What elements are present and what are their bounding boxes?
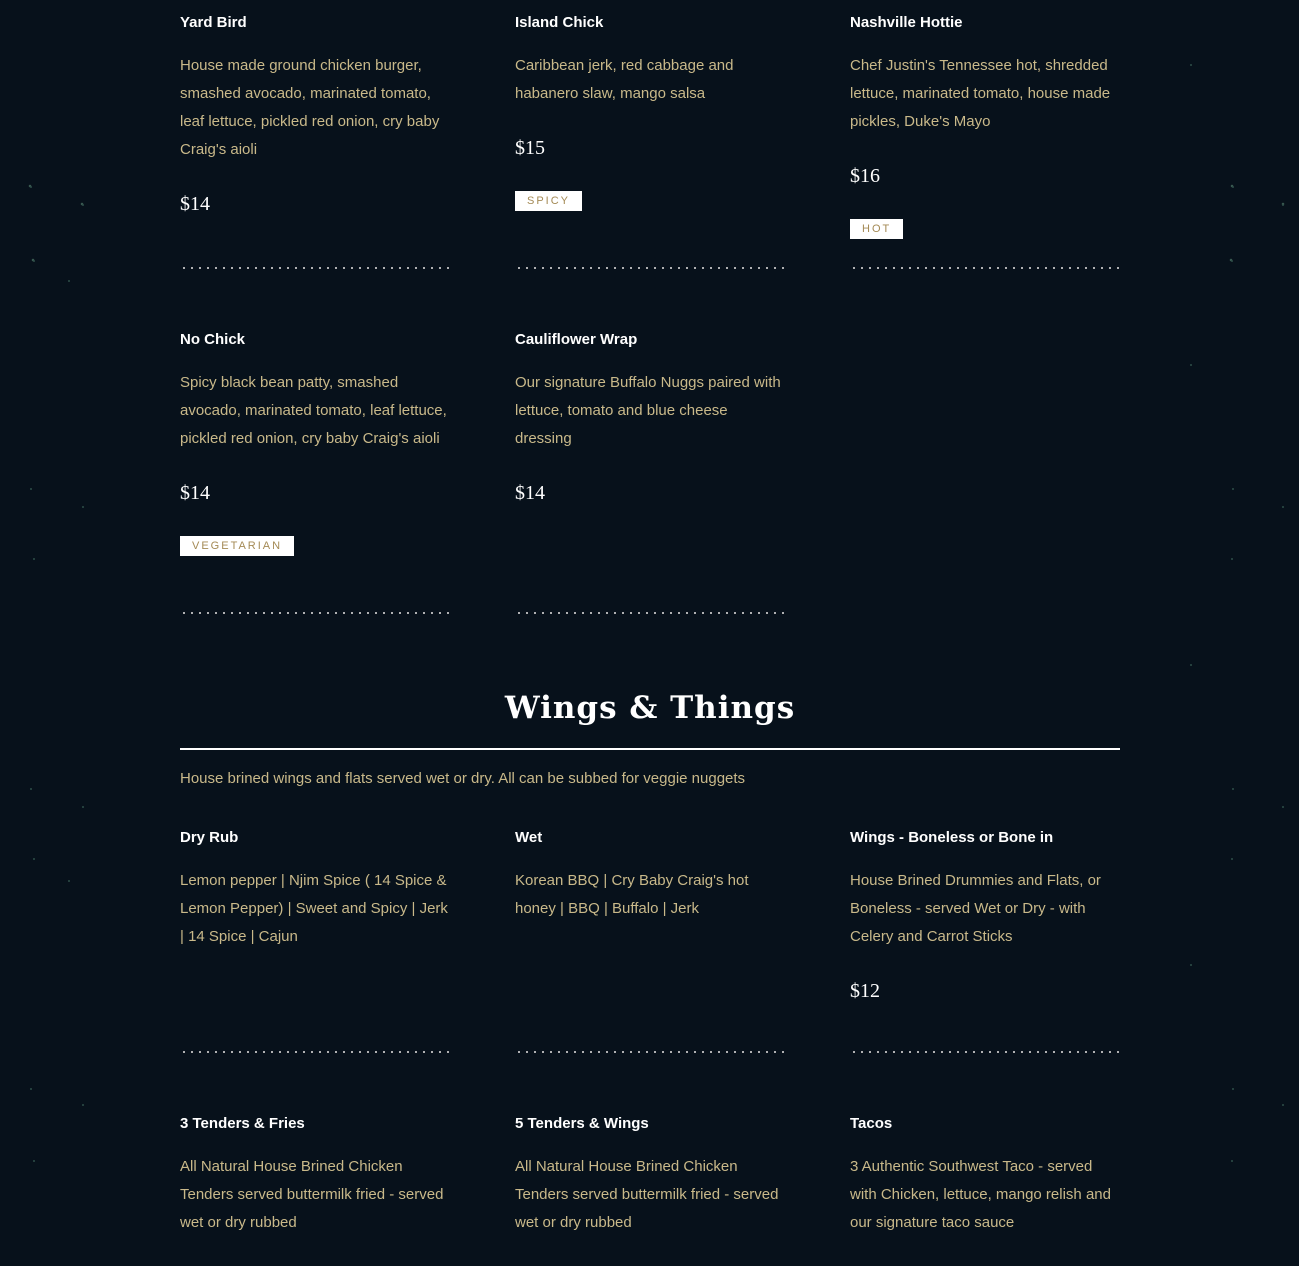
background-speck: [1232, 488, 1234, 490]
background-speck: [1232, 186, 1234, 188]
background-speck: [1282, 506, 1284, 508]
dotted-divider: [180, 266, 450, 270]
hot-badge: HOT: [850, 219, 903, 239]
item-name: Nashville Hottie: [850, 14, 963, 31]
background-speck: [1232, 788, 1234, 790]
menu-item-yard-bird: [180, 13, 450, 239]
background-speck: [1231, 260, 1233, 262]
background-speck: [1282, 1104, 1284, 1106]
item-name: No Chick: [180, 331, 246, 348]
item-description: All Natural House Brined Chicken Tenders served buttermilk fried - served wet or dry rubbed: [515, 1158, 779, 1231]
item-description: Korean BBQ | Cry Baby Craig's hot honey | BBQ | Buffalo | Jerk: [515, 872, 749, 917]
dotted-divider: [515, 611, 785, 615]
background-speck: [1190, 64, 1192, 66]
dotted-divider: [850, 1050, 1120, 1054]
menu-item-island-chick: [515, 13, 785, 239]
background-speck: [82, 1104, 84, 1106]
item-name: 5 Tenders & Wings: [515, 1115, 649, 1132]
menu-row: [180, 1114, 1120, 1237]
item-description: 3 Authentic Southwest Taco - served with Chicken, lettuce, mango relish and our signature taco sauce: [850, 1158, 1111, 1231]
background-speck: [33, 558, 35, 560]
item-name: Island Chick: [515, 14, 604, 31]
background-speck: [1231, 858, 1233, 860]
background-speck: [30, 488, 32, 490]
menu-item-5-tenders-wings: [515, 1114, 785, 1237]
background-speck: [33, 858, 35, 860]
item-price: $14: [515, 482, 545, 504]
background-speck: [33, 260, 35, 262]
item-price: $14: [180, 482, 210, 504]
menu-row: [180, 330, 1120, 556]
spicy-badge: SPICY: [515, 191, 582, 211]
item-name: Dry Rub: [180, 829, 239, 846]
section-divider: [180, 748, 1120, 750]
background-speck: [82, 806, 84, 808]
background-speck: [68, 280, 70, 282]
background-speck: [1190, 964, 1192, 966]
dotted-divider: [180, 611, 450, 615]
menu-item-wings: [850, 828, 1120, 1003]
dotted-divider: [180, 1050, 450, 1054]
background-speck: [30, 788, 32, 790]
background-speck: [1190, 664, 1192, 666]
background-speck: [30, 186, 32, 188]
dotted-divider: [850, 266, 1120, 270]
menu-row: [180, 828, 1120, 1003]
item-price: $16: [850, 165, 880, 187]
item-name: Wings - Boneless or Bone in: [850, 829, 1054, 846]
item-description: Caribbean jerk, red cabbage and habanero slaw, mango salsa: [515, 57, 734, 102]
item-description: Our signature Buffalo Nuggs paired with lettuce, tomato and blue cheese dressing: [515, 374, 781, 447]
background-speck: [1282, 806, 1284, 808]
item-name: Tacos: [850, 1115, 893, 1132]
item-description: All Natural House Brined Chicken Tenders served buttermilk fried - served wet or dry rubbed: [180, 1158, 444, 1231]
menu-item-dry-rub: [180, 828, 450, 1003]
background-speck: [82, 204, 84, 206]
item-name: Yard Bird: [180, 14, 247, 31]
section-description: House brined wings and flats served wet or dry. All can be subbed for veggie nuggets: [180, 770, 746, 787]
menu-item-nashville-hottie: [850, 13, 1120, 239]
item-description: Lemon pepper | Njim Spice ( 14 Spice & Lemon Pepper) | Sweet and Spicy | Jerk | 14 Spice | Cajun: [180, 872, 448, 945]
dotted-divider: [515, 266, 785, 270]
background-speck: [82, 506, 84, 508]
item-price: $15: [515, 137, 545, 159]
item-description: Chef Justin's Tennessee hot, shredded lettuce, marinated tomato, house made pickles, Duke's Mayo: [850, 57, 1111, 130]
menu-item-wet: [515, 828, 785, 1003]
menu-item-cauliflower-wrap: [515, 330, 785, 556]
background-speck: [1232, 1088, 1234, 1090]
section-title: Wings & Things: [504, 690, 796, 726]
background-speck: [1231, 1160, 1233, 1162]
menu-item-tacos: [850, 1114, 1120, 1237]
background-speck: [1231, 558, 1233, 560]
item-description: House Brined Drummies and Flats, or Boneless - served Wet or Dry - with Celery and Carrot Sticks: [850, 872, 1101, 945]
background-speck: [33, 1160, 35, 1162]
vegetarian-badge: VEGETARIAN: [180, 536, 294, 556]
item-description: Spicy black bean patty, smashed avocado, marinated tomato, leaf lettuce, pickled red onion, cry baby Craig's aioli: [180, 374, 447, 447]
background-speck: [30, 1088, 32, 1090]
item-price: $14: [180, 193, 210, 215]
item-description: House made ground chicken burger, smashed avocado, marinated tomato, leaf lettuce, pickled red onion, cry baby Craig's aioli: [180, 57, 440, 158]
item-name: Cauliflower Wrap: [515, 331, 638, 348]
dotted-divider: [515, 1050, 785, 1054]
background-speck: [68, 880, 70, 882]
item-name: 3 Tenders & Fries: [180, 1115, 305, 1132]
item-price: $12: [850, 980, 880, 1002]
background-speck: [1190, 364, 1192, 366]
background-speck: [1282, 204, 1284, 206]
menu-row: [180, 13, 1120, 239]
menu-item-no-chick: [180, 330, 450, 556]
item-name: Wet: [515, 829, 543, 846]
menu-item-3-tenders-fries: [180, 1114, 450, 1237]
